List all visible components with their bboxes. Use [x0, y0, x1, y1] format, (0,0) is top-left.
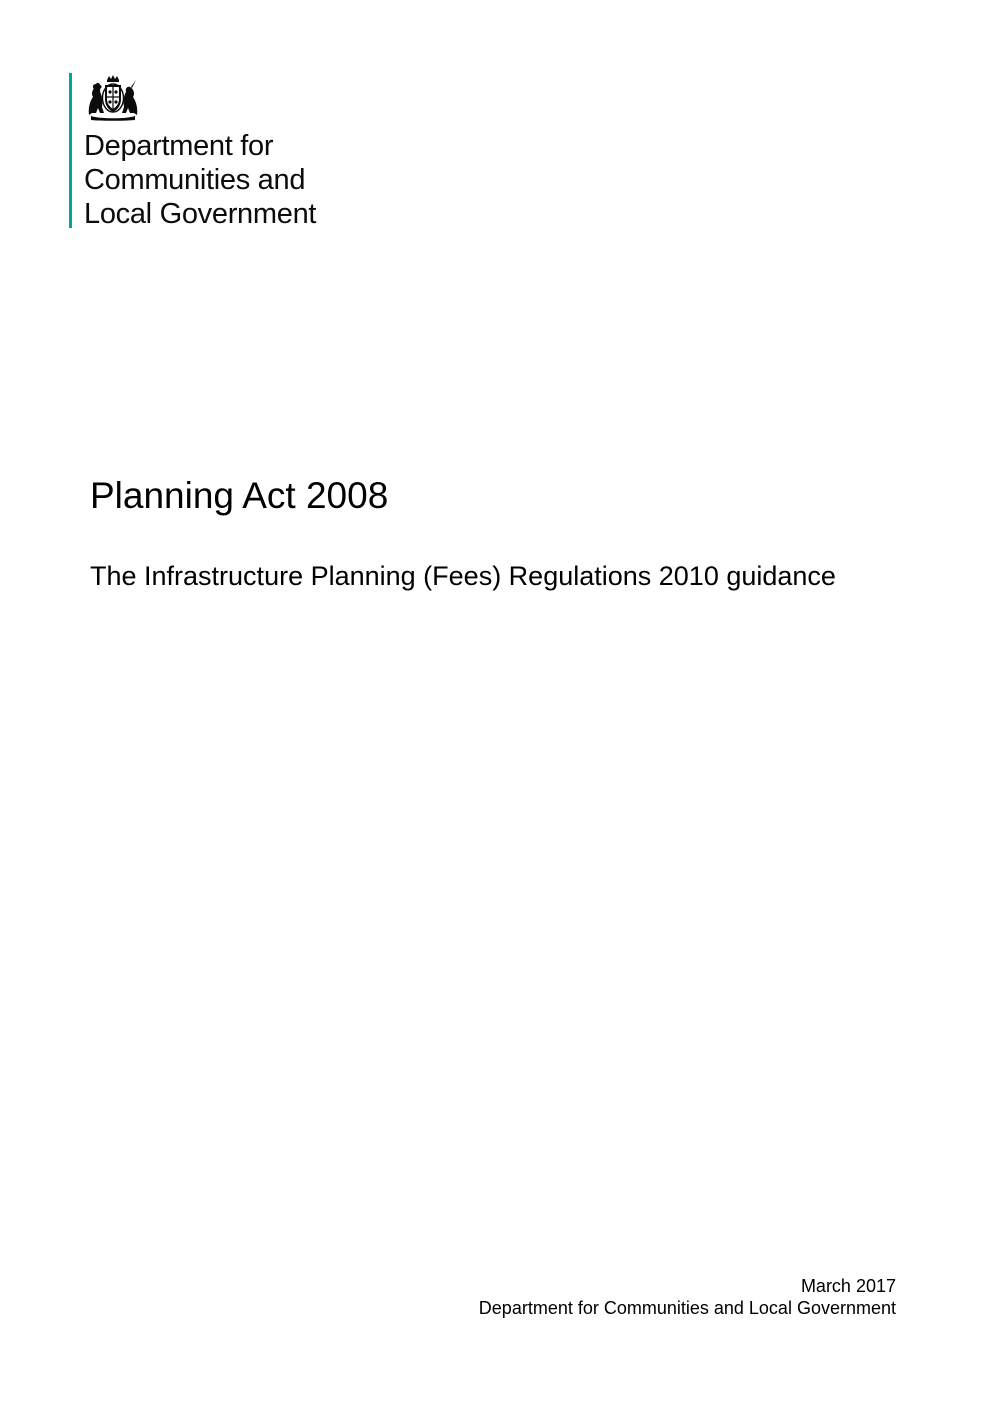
royal-coat-of-arms-icon — [85, 75, 141, 121]
document-subtitle: The Infrastructure Planning (Fees) Regulations 2010 guidance — [90, 561, 836, 591]
department-name-line-2: Communities and — [84, 164, 306, 196]
department-name-line-3: Local Government — [84, 198, 317, 230]
publication-footer — [479, 1275, 896, 1319]
department-name — [84, 129, 316, 231]
publisher-name: Department for Communities and Local Government — [478, 1298, 896, 1318]
department-logo — [69, 73, 369, 228]
department-name-line-1: Department for — [84, 130, 274, 162]
document-title: Planning Act 2008 — [90, 475, 389, 516]
logo-accent-rule — [69, 73, 72, 228]
publication-date: March 2017 — [800, 1276, 896, 1296]
